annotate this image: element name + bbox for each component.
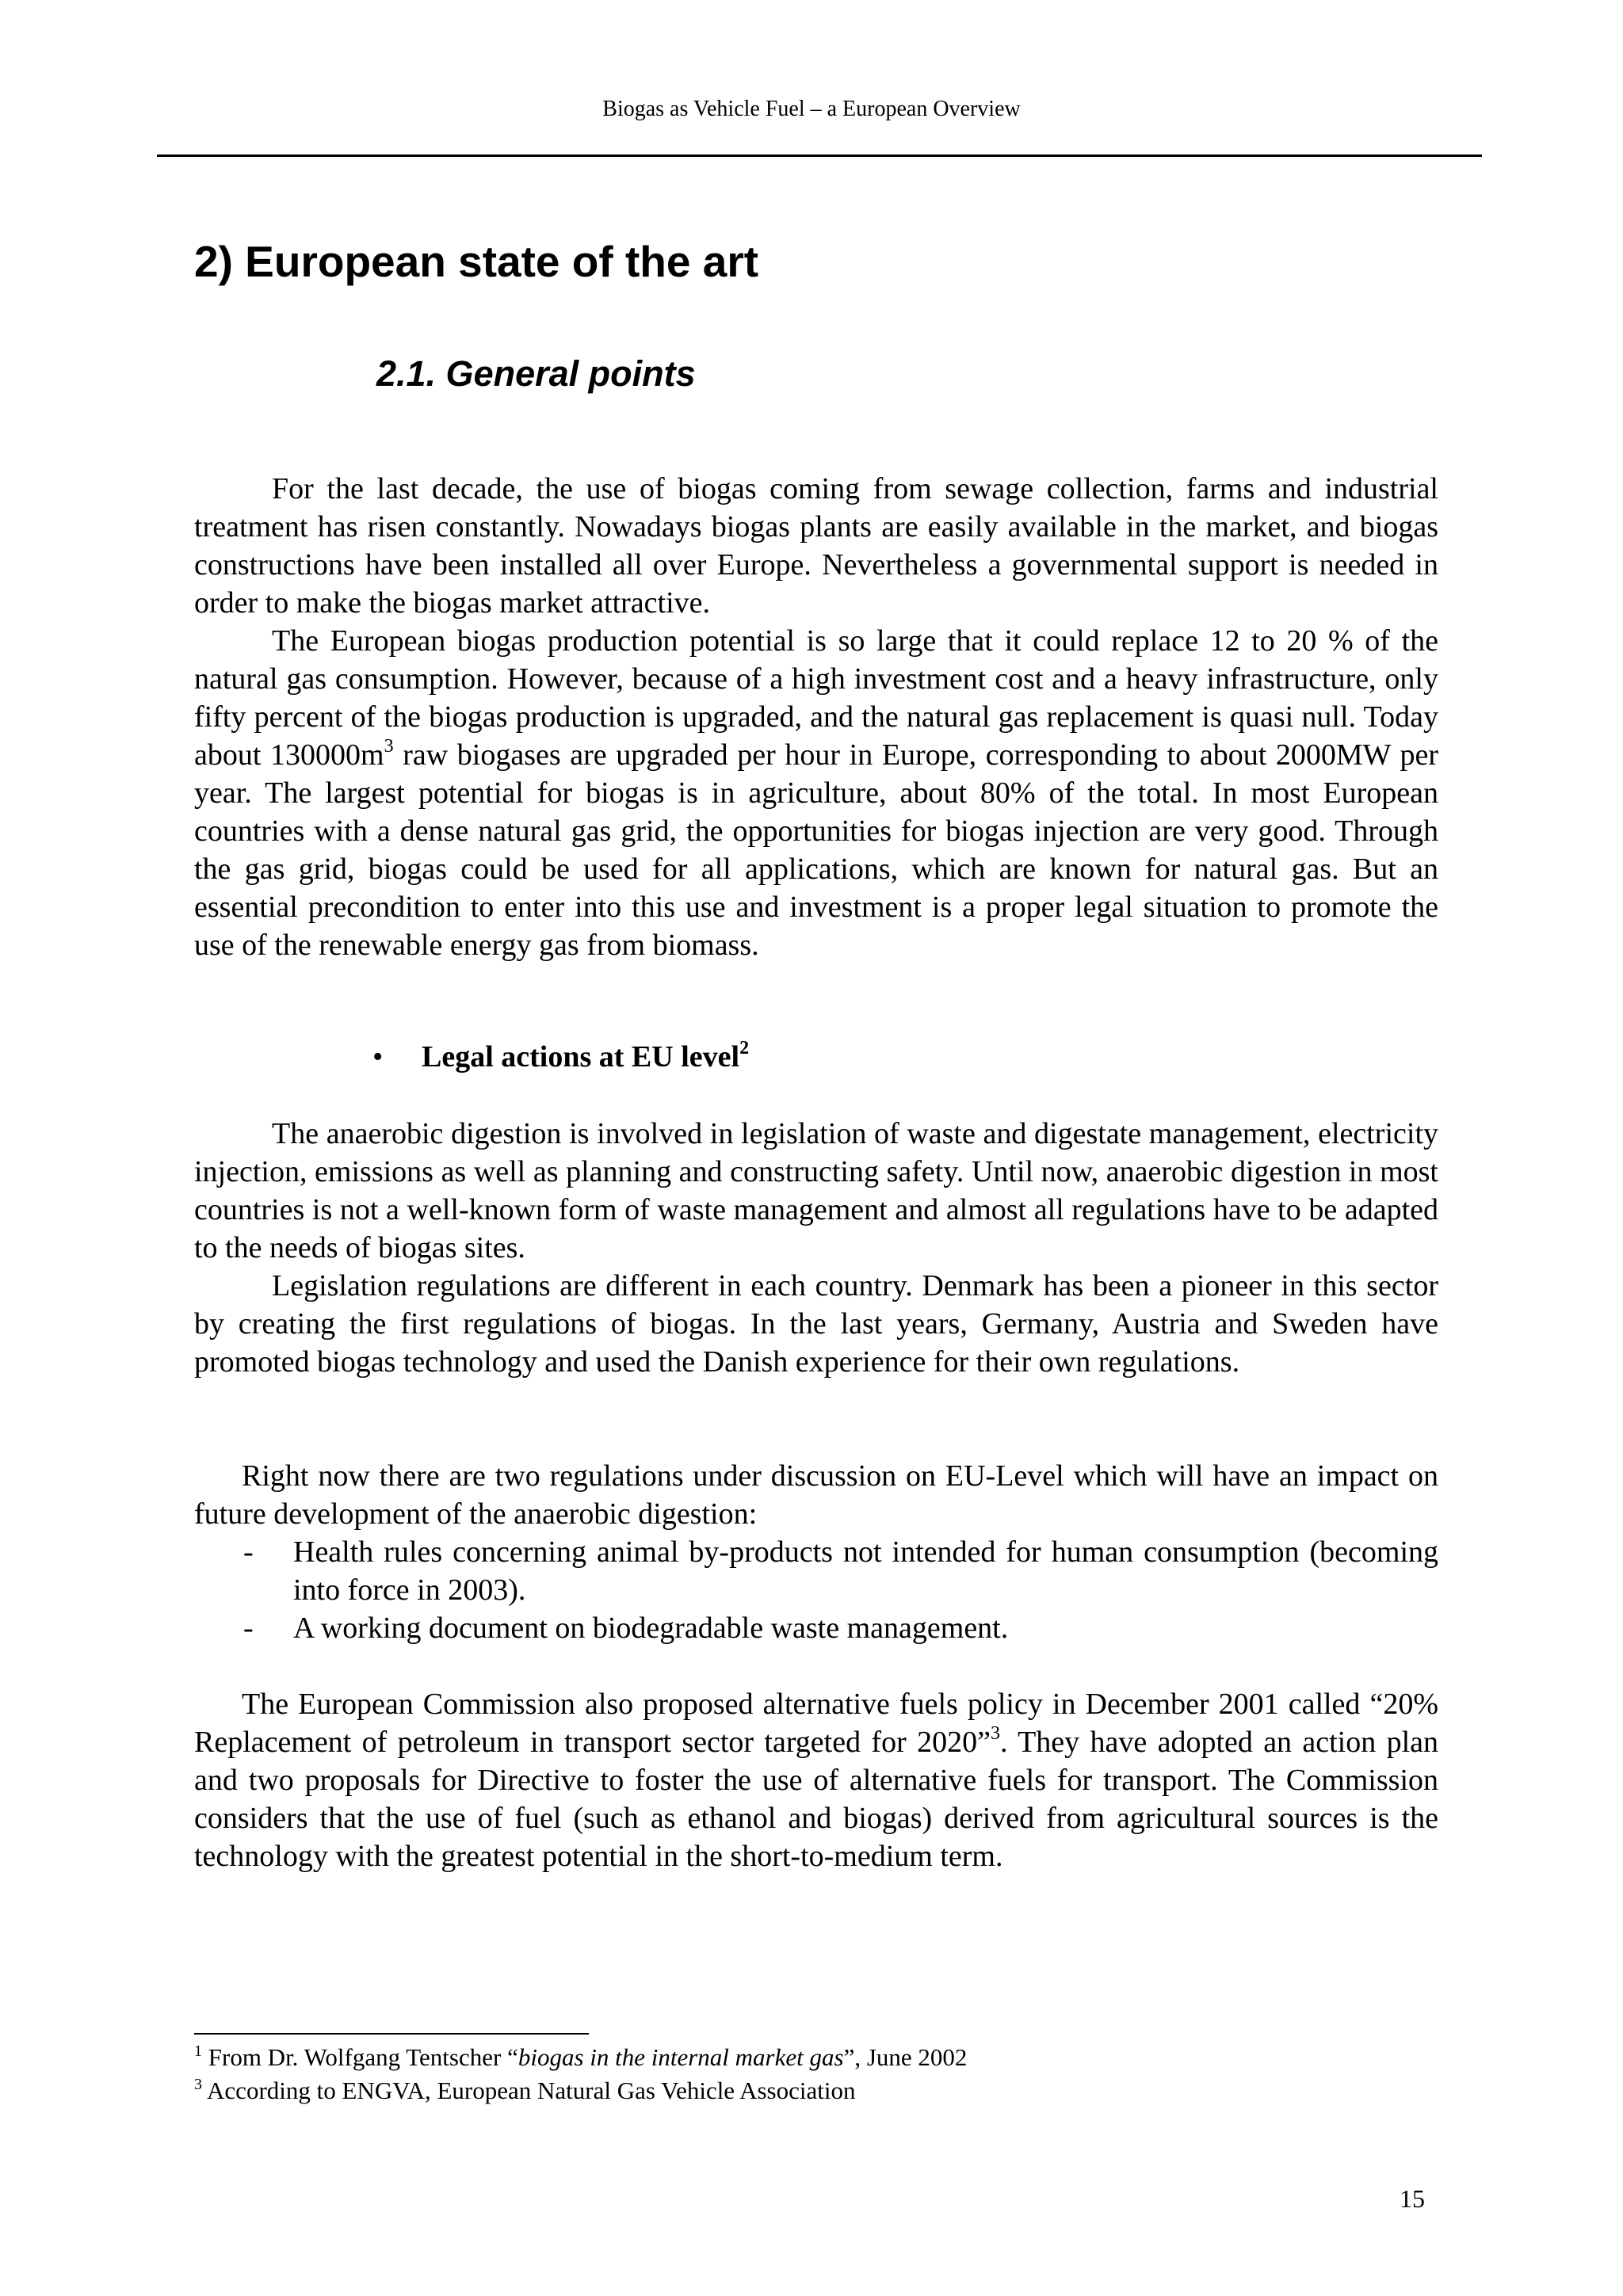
footnote-marker: 1 <box>194 2042 202 2060</box>
dash-marker: - <box>243 1535 254 1569</box>
paragraph-anaerobic: The anaerobic digestion is involved in legislation of waste and digestate management, electricity injection, emissions as well as planning and constructing safety. Until now, anaerobic digestion in most countries is not a well-known form of waste management and almost all regulations have to be adapted to the needs of biogas sites. <box>194 1117 1438 1264</box>
text-block-2 <box>194 1115 1438 1381</box>
list-item-text: A working document on biodegradable waste management. <box>293 1611 1009 1645</box>
page-number: 15 <box>1400 2184 1425 2213</box>
subsection-heading: 2.1. General points <box>376 353 696 394</box>
dash-marker: - <box>243 1611 254 1645</box>
footnote-text: According to ENGVA, European Natural Gas Vehicle Association <box>202 2077 856 2104</box>
paragraph-potential-text-b: raw biogases are upgraded per hour in Europe, corresponding to about 2000MW per year. The largest potential for biogas is in agriculture, about 80% of the total. In most European countries with a dense natural gas grid, the opportunities for biogas injection are very good. Through the gas grid, biogas could be used for all applications, which are known for natural gas. But an essential precondition to enter into this use and investment is a proper legal situation to promote the use of the renewable energy gas from biomass. <box>194 738 1438 962</box>
paragraph-potential <box>194 622 1438 964</box>
footnote-title: biogas in the internal market gas <box>517 2043 844 2071</box>
footnote-1 <box>194 2041 967 2074</box>
footnote-ref: 3 <box>990 1723 1000 1744</box>
footnote-rule <box>194 2033 589 2035</box>
list-item <box>194 1609 1438 1647</box>
paragraph-legislation: Legislation regulations are different in each country. Denmark has been a pioneer in this sector by creating the first regulations of biogas. In the last years, Germany, Austria and Sweden have promoted biogas technology and used the Danish experience for their own regulations. <box>194 1269 1438 1379</box>
bullet-icon: • <box>372 1040 384 1074</box>
regulation-list <box>194 1533 1438 1647</box>
text-block-3 <box>194 1457 1438 1647</box>
footnote-text: ”, June 2002 <box>843 2043 968 2071</box>
running-header: Biogas as Vehicle Fuel – a European Overview <box>602 97 1021 121</box>
footnote-ref: 2 <box>739 1038 750 1058</box>
text-block-4 <box>194 1685 1438 1875</box>
paragraph-regulations: Right now there are two regulations under discussion on EU-Level which will have an impact on future development of the anaerobic digestion: <box>194 1459 1438 1531</box>
superscript: 3 <box>384 736 394 757</box>
list-item-text: Health rules concerning animal by-products not intended for human consumption (becoming into force in 2003). <box>293 1535 1438 1607</box>
paragraph-commission <box>194 1685 1438 1875</box>
paragraph-potential-text-a: The European biogas production potential is so large that it could replace 12 to 20 % of the natural gas consumption. However, because of a high investment cost and a heavy infrastructure, only fifty percent of the biogas production is upgraded, and the natural gas replacement is quasi null. Today about 130000m <box>194 624 1438 772</box>
header-rule <box>157 154 1482 157</box>
section-heading: 2) European state of the art <box>194 237 759 286</box>
bullet-label: Legal actions at EU level <box>422 1040 740 1074</box>
footnotes <box>194 2041 967 2107</box>
paragraph-commission-text-b: . They have adopted an action plan and two proposals for Directive to foster the use of alternative fuels for transport. The Commission considers that the use of fuel (such as ethanol and biogas) derived from agricultural sources is the technology with the greatest potential in the short-to-medium term. <box>194 1726 1438 1873</box>
footnote-text: From Dr. Wolfgang Tentscher “ <box>202 2043 518 2071</box>
footnote-marker: 3 <box>194 2076 202 2093</box>
paragraph-commission-text-a: The European Commission also proposed alternative fuels policy in December 2001 called “20% Replacement of petroleum in transport sector targeted for 2020” <box>194 1688 1438 1759</box>
list-item <box>194 1533 1438 1609</box>
footnote-3 <box>194 2074 967 2107</box>
paragraph-intro: For the last decade, the use of biogas coming from sewage collection, farms and industrial treatment has risen constantly. Nowadays biogas plants are easily available in the market, and biogas constructions have been installed all over Europe. Nevertheless a governmental support is needed in order to make the biogas market attractive. <box>194 472 1438 620</box>
bullet-heading <box>372 1038 749 1076</box>
text-block-1 <box>194 470 1438 964</box>
